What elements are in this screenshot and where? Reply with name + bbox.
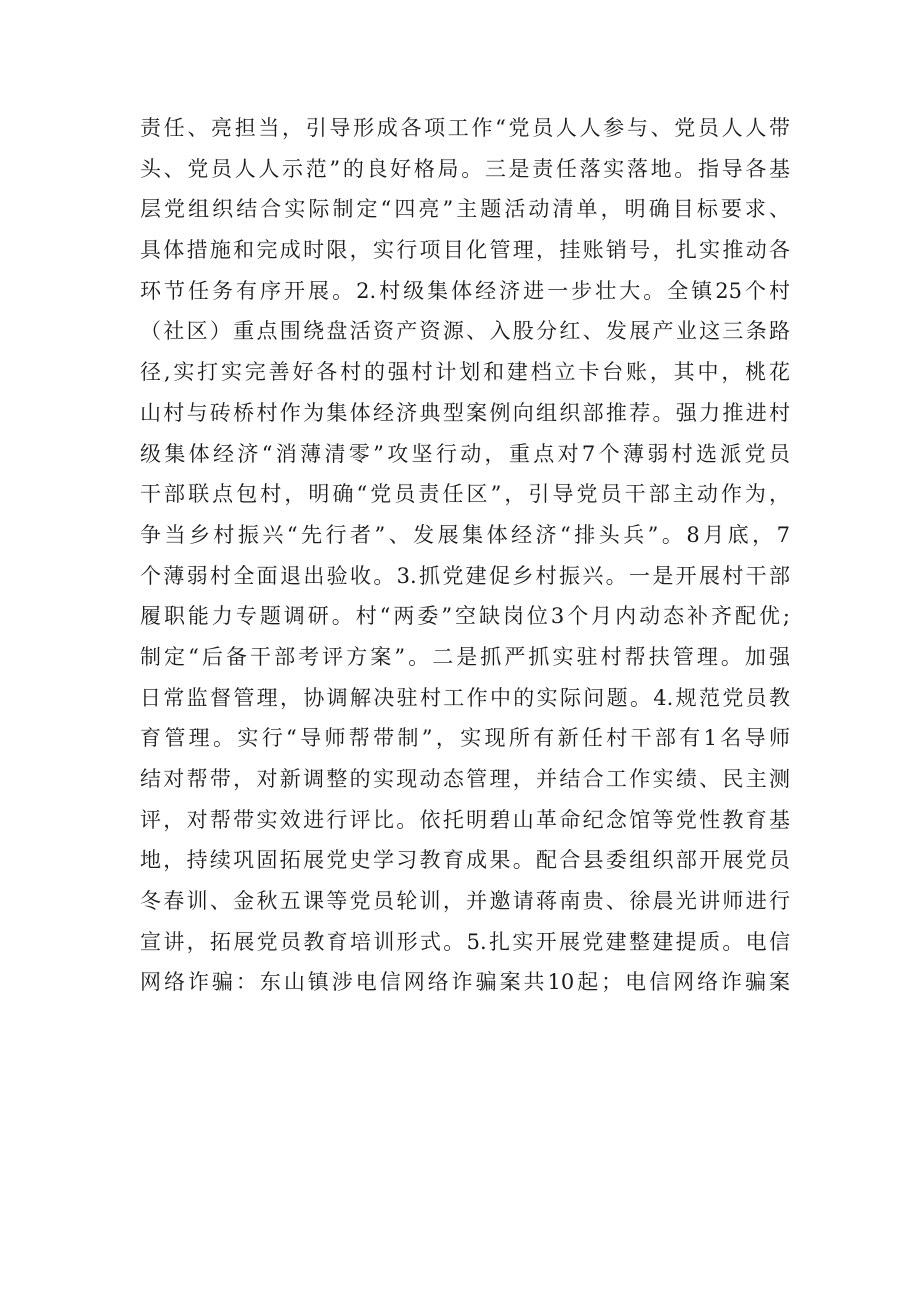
body-text xyxy=(140,108,790,1003)
text-line-13: 履职能力专题调研。村“两委”空缺岗位3个月内动态补齐配优; xyxy=(140,604,790,629)
text-line-2: 头、党员人人示范”的良好格局。三是责任落实落地。指导各基 xyxy=(140,156,790,181)
text-line-8: 山村与砖桥村作为集体经济典型案例向组织部推荐。强力推进村 xyxy=(140,400,790,425)
text-line-7: 径,实打实完善好各村的强村计划和建档立卡台账，其中，桃花 xyxy=(140,360,790,385)
text-line-3: 层党组织结合实际制定“四亮”主题活动清单，明确目标要求、 xyxy=(140,197,790,222)
text-line-4: 具体措施和完成时限，实行项目化管理，挂账销号，扎实推动各 xyxy=(140,238,790,263)
text-line-21: 宣讲，拓展党员教育培训形式。5.扎实开展党建整建提质。电信 xyxy=(140,929,790,954)
text-line-22: 网络诈骗：东山镇涉电信网络诈骗案共10起；电信网络诈骗案 xyxy=(140,970,790,995)
text-line-15: 日常监督管理，协调解决驻村工作中的实际问题。4.规范党员教 xyxy=(140,685,790,710)
text-line-14: 制定“后备干部考评方案”。二是抓严抓实驻村帮扶管理。加强 xyxy=(140,644,790,669)
text-line-5: 环节任务有序开展。2.村级集体经济进一步壮大。全镇25个村 xyxy=(140,278,790,303)
text-line-16: 育管理。实行“导师帮带制”，实现所有新任村干部有1名导师 xyxy=(140,726,790,751)
text-line-1: 责任、亮担当，引导形成各项工作“党员人人参与、党员人人带 xyxy=(140,116,790,140)
text-line-12: 个薄弱村全面退出验收。3.抓党建促乡村振兴。一是开展村干部 xyxy=(140,563,790,588)
text-line-20: 冬春训、金秋五课等党员轮训，并邀请蒋南贵、徐晨光讲师进行 xyxy=(140,889,790,914)
text-line-18: 评，对帮带实效进行评比。依托明碧山革命纪念馆等党性教育基 xyxy=(140,807,790,832)
text-line-10: 干部联点包村，明确“党员责任区”，引导党员干部主动作为， xyxy=(140,482,790,507)
text-line-17: 结对帮带，对新调整的实现动态管理，并结合工作实绩、民主测 xyxy=(140,767,790,791)
text-line-11: 争当乡村振兴“先行者”、发展集体经济“排头兵”。8月底，7 xyxy=(140,522,790,547)
text-line-9: 级集体经济“消薄清零”攻坚行动，重点对7个薄弱村选派党员 xyxy=(140,441,790,466)
text-line-19: 地，持续巩固拓展党史学习教育成果。配合县委组织部开展党员 xyxy=(140,848,790,873)
text-line-6: （社区）重点围绕盘活资产资源、入股分红、发展产业这三条路 xyxy=(140,319,790,344)
